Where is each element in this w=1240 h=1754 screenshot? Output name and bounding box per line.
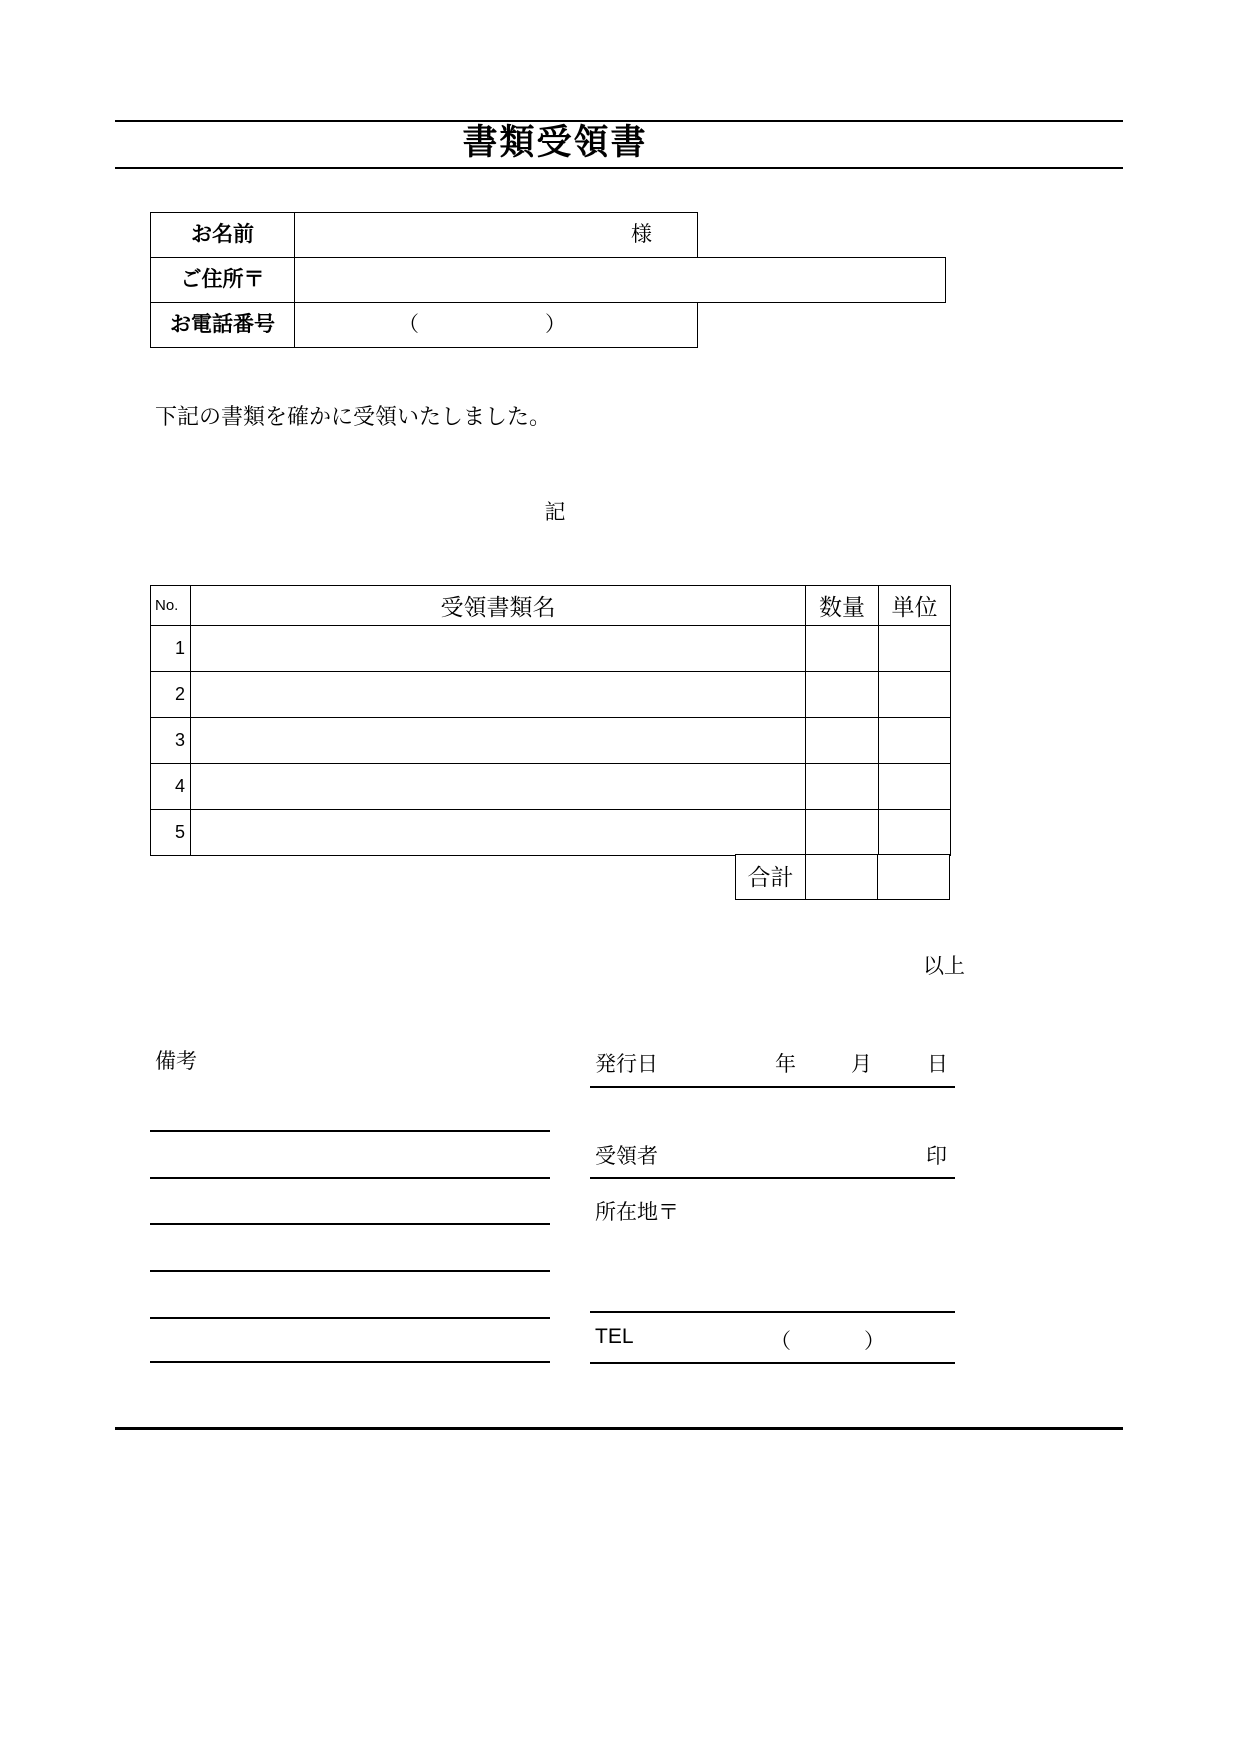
table-row <box>151 626 951 672</box>
seal-label: 印 <box>926 1145 947 1168</box>
name-honorific: 様 <box>631 223 652 246</box>
item-no: 5 <box>151 810 191 856</box>
month-label: 月 <box>851 1053 872 1076</box>
remarks-line[interactable] <box>150 1270 550 1272</box>
remarks-label: 備考 <box>155 1050 197 1073</box>
total-unit-cell[interactable] <box>877 854 950 900</box>
item-unit-cell[interactable] <box>879 718 951 764</box>
tel-line[interactable] <box>590 1362 955 1364</box>
item-qty-cell[interactable] <box>806 810 879 856</box>
issue-date-label: 発行日 <box>595 1053 658 1076</box>
item-qty-cell[interactable] <box>806 718 879 764</box>
record-mark: 記 <box>544 501 566 524</box>
item-name-cell[interactable] <box>191 764 806 810</box>
total-qty-cell[interactable] <box>805 854 878 900</box>
receipt-statement: 下記の書類を確かに受領いたしました。 <box>155 404 552 429</box>
header-quantity: 数量 <box>806 586 879 626</box>
item-name-cell[interactable] <box>191 810 806 856</box>
phone-label: お電話番号 <box>150 302 295 348</box>
day-label: 日 <box>927 1053 948 1076</box>
address-field[interactable] <box>294 257 946 303</box>
item-unit-cell[interactable] <box>879 626 951 672</box>
item-no: 2 <box>151 672 191 718</box>
item-qty-cell[interactable] <box>806 672 879 718</box>
table-row <box>151 672 951 718</box>
table-row <box>151 764 951 810</box>
location-line[interactable] <box>590 1311 955 1313</box>
header-unit: 単位 <box>879 586 951 626</box>
closing-mark: 以上 <box>923 955 965 978</box>
item-qty-cell[interactable] <box>806 764 879 810</box>
item-name-cell[interactable] <box>191 672 806 718</box>
page-title: 書類受領書 <box>462 123 648 162</box>
name-field[interactable] <box>294 212 698 258</box>
footer-rule <box>115 1427 1123 1430</box>
phone-field[interactable]: （ ） <box>294 302 698 348</box>
header-top-rule <box>115 120 1123 122</box>
tel-field[interactable]: （ ） <box>770 1330 911 1353</box>
remarks-line[interactable] <box>150 1223 550 1225</box>
name-label: お名前 <box>150 212 295 258</box>
table-row <box>151 718 951 764</box>
total-label: 合計 <box>735 854 806 900</box>
remarks-line[interactable] <box>150 1361 550 1363</box>
item-no: 1 <box>151 626 191 672</box>
header-bottom-rule <box>115 167 1123 169</box>
item-name-cell[interactable] <box>191 626 806 672</box>
header-no: No. <box>151 586 191 626</box>
items-header-row <box>151 586 951 626</box>
issue-date-line[interactable] <box>590 1086 955 1088</box>
item-name-cell[interactable] <box>191 718 806 764</box>
item-no: 3 <box>151 718 191 764</box>
item-no: 4 <box>151 764 191 810</box>
remarks-line[interactable] <box>150 1317 550 1319</box>
location-label: 所在地〒 <box>595 1201 679 1224</box>
address-label: ご住所〒 <box>150 257 295 303</box>
item-unit-cell[interactable] <box>879 764 951 810</box>
table-row <box>151 810 951 856</box>
tel-label: TEL <box>595 1325 634 1348</box>
item-unit-cell[interactable] <box>879 672 951 718</box>
item-unit-cell[interactable] <box>879 810 951 856</box>
receiver-label: 受領者 <box>595 1145 658 1168</box>
receiver-line[interactable] <box>590 1177 955 1179</box>
year-label: 年 <box>775 1053 796 1076</box>
item-qty-cell[interactable] <box>806 626 879 672</box>
remarks-line[interactable] <box>150 1130 550 1132</box>
header-document-name: 受領書類名 <box>191 586 806 626</box>
items-table <box>150 585 951 856</box>
remarks-line[interactable] <box>150 1177 550 1179</box>
